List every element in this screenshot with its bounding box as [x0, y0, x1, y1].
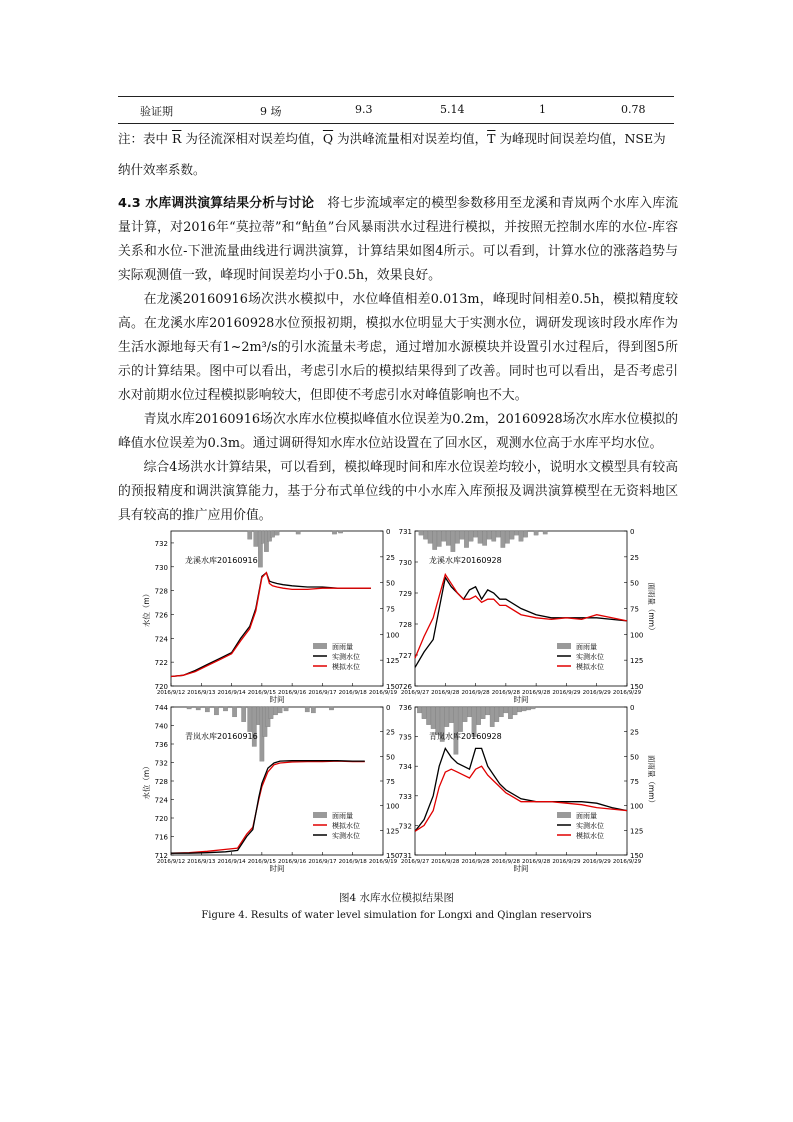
x-tick-label: 2016/9/28 [491, 859, 520, 865]
y-tick-label: 720 [154, 815, 168, 823]
rain-bar [476, 707, 480, 725]
y2-tick-label: 75 [386, 778, 395, 786]
legend-label: 面雨量 [576, 812, 597, 820]
rain-bar [469, 531, 473, 541]
rain-bar [534, 531, 538, 535]
rain-bar [431, 707, 435, 729]
y-tick-label: 736 [398, 704, 412, 712]
rain-bar [496, 531, 500, 537]
table-cell: 5.14 [440, 103, 465, 116]
y2-tick-label: 50 [630, 579, 639, 588]
rain-bar [329, 707, 333, 710]
rain-bar [523, 531, 527, 537]
y2-tick-label: 50 [386, 579, 395, 588]
y-tick-label: 728 [398, 621, 412, 629]
rain-bar [501, 531, 505, 548]
y2-tick-label: 0 [630, 704, 635, 712]
x-tick-label: 2016/9/15 [247, 859, 276, 865]
y2-tick-label: 25 [630, 728, 639, 737]
rain-bar [451, 531, 455, 552]
y-tick-label: 733 [398, 792, 412, 801]
legend-label: 模拟水位 [576, 832, 604, 840]
rain-bar [499, 707, 503, 717]
rain-bar [426, 707, 430, 725]
y-axis-label: 水位（m） [142, 762, 151, 800]
paragraph-3: 青岚水库20160916场次水库水位模拟峰值水位误差为0.2m，20160928场次水库水位模拟的峰值水位误差为0.3m。通过调研得知水库水位站设置在了回水区，观测水位高于水库平均水位。 [118, 412, 678, 451]
table-cell: 9.3 [355, 103, 373, 116]
y2-tick-label: 25 [386, 728, 395, 737]
chart-title: 青岚水库20160928 [429, 732, 502, 741]
y-tick-label: 720 [154, 683, 168, 691]
rain-bar [284, 707, 288, 711]
legend-label: 面雨量 [332, 643, 353, 651]
y2-axis-label: 面雨量（mm） [647, 582, 656, 635]
y-tick-label: 740 [154, 722, 168, 731]
rain-bar [270, 531, 274, 537]
y2-tick-label: 100 [630, 631, 644, 640]
section-heading: 4.3 水库调洪演算结果分析与讨论 [118, 196, 315, 211]
rain-bar [432, 531, 436, 550]
x-tick-label: 2016/9/28 [461, 859, 490, 865]
y2-tick-label: 150 [386, 852, 400, 860]
y-tick-label: 727 [398, 652, 412, 660]
rain-bar [205, 707, 209, 712]
y2-tick-label: 150 [630, 683, 644, 691]
y-tick-label: 732 [154, 539, 168, 548]
rain-bar [241, 707, 245, 722]
rain-bar [490, 707, 494, 727]
chart-title: 龙溪水库20160928 [429, 556, 502, 565]
x-tick-label: 2016/9/18 [338, 690, 367, 696]
x-tick-label: 2016/9/29 [552, 690, 581, 696]
y-tick-label: 726 [398, 683, 412, 691]
rain-bar [275, 531, 279, 535]
rain-bar [248, 531, 252, 539]
y-tick-label: 731 [398, 528, 412, 536]
legend-label: 面雨量 [576, 643, 597, 651]
y-tick-label: 732 [154, 759, 168, 768]
rain-bar [517, 707, 521, 712]
x-tick-label: 2016/9/15 [247, 690, 276, 696]
legend-label: 实测水位 [576, 822, 604, 830]
y2-tick-label: 50 [630, 753, 639, 762]
legend-label: 实测水位 [332, 653, 360, 661]
x-axis-label: 时间 [269, 695, 285, 704]
rain-bar [473, 531, 477, 537]
x-tick-label: 2016/9/16 [278, 690, 307, 696]
legend-label: 模拟水位 [576, 663, 604, 671]
rain-bar [514, 531, 518, 535]
rain-bar [464, 531, 468, 548]
chart-title: 青岚水库20160916 [185, 732, 258, 741]
y-tick-label: 712 [154, 852, 168, 860]
x-tick-label: 2016/9/29 [582, 690, 611, 696]
rain-bar [449, 707, 453, 723]
x-tick-label: 2016/9/28 [491, 690, 520, 696]
x-axis-label: 时间 [269, 864, 285, 873]
table-note-line2: 纳什效率系数。 [118, 162, 206, 177]
legend-swatch [557, 643, 571, 649]
figure-caption-en: Figure 4. Results of water level simulation for Longxi and Qinglan reservoirs [201, 910, 592, 921]
paragraph-1: 将七步流域率定的模型参数移用至龙溪和青岚两个水库入库流量计算，对2016年“莫拉蒂”和“鲇鱼”台风暴雨洪水过程进行模拟，并按照无控制水库的水位-库容关系和水位-下泄流量曲线进行调洪演算，计算结果如图4所示。可以看到，计算水位的涨落趋势与实际观测值一致，峰现时间误差均小于0.5h，效果良好。 [118, 196, 679, 283]
rain-bar [458, 707, 462, 732]
rain-bar [422, 707, 426, 719]
x-tick-label: 2016/9/14 [217, 690, 246, 696]
rain-bar [296, 531, 300, 534]
x-tick-label: 2016/9/18 [338, 859, 367, 865]
y2-tick-label: 150 [386, 683, 400, 691]
y-tick-label: 729 [398, 590, 412, 598]
rain-bar [187, 707, 191, 709]
y-axis-label: 水位（m） [142, 589, 151, 628]
x-tick-label: 2016/9/27 [400, 859, 430, 865]
rain-bar [526, 707, 530, 710]
table-note: 注：表中 $\overline{R}$ 为径流深相对误差均值，$\overline{Q}$ 为洪峰流量相对误差均值，$\overline{T}$ 为峰现时间误差均值，NSE为 [118, 131, 666, 146]
rain-bar [481, 707, 485, 719]
x-tick-label: 2016/9/28 [522, 690, 551, 696]
rain-bar [423, 531, 427, 539]
rain-bar [223, 707, 227, 711]
rain-bar [332, 531, 336, 534]
figure-caption-cn: 图4 水库水位模拟结果图 [338, 892, 455, 904]
x-tick-label: 2016/9/28 [522, 859, 551, 865]
y-tick-label: 724 [154, 796, 168, 805]
rain-bar [513, 707, 517, 715]
x-tick-label: 2016/9/28 [461, 690, 490, 696]
y2-tick-label: 100 [386, 631, 400, 640]
x-tick-label: 2016/9/14 [217, 859, 246, 865]
table-cell: 9 场 [260, 105, 282, 118]
y-tick-label: 734 [398, 763, 412, 772]
chart-panel-1 [141, 528, 399, 704]
table-cell: 1 [539, 103, 546, 116]
rain-bar [454, 707, 458, 754]
rain-bar [338, 531, 342, 533]
rain-bar [543, 531, 547, 534]
y2-tick-label: 125 [630, 657, 644, 666]
x-tick-label: 2016/9/29 [582, 859, 611, 865]
rain-bar [442, 531, 446, 541]
x-tick-label: 2016/9/12 [156, 859, 186, 865]
y-tick-label: 726 [154, 611, 168, 620]
table-cell-label: 验证期 [140, 105, 173, 118]
rain-bar [446, 531, 450, 545]
x-tick-label: 2016/9/13 [187, 690, 216, 696]
table-cell: 0.78 [621, 103, 646, 116]
y2-tick-label: 75 [386, 605, 395, 614]
x-tick-label: 2016/9/27 [400, 690, 430, 696]
rain-bar [419, 531, 423, 535]
rain-bar [445, 707, 449, 727]
y2-tick-label: 75 [630, 605, 639, 614]
y-tick-label: 731 [398, 852, 412, 860]
chart-panel-4 [399, 704, 657, 873]
y2-tick-label: 0 [386, 704, 391, 712]
y2-tick-label: 125 [386, 827, 400, 836]
y-tick-label: 736 [154, 741, 168, 749]
rain-bar [510, 531, 514, 539]
x-tick-label: 2016/9/12 [156, 690, 186, 696]
x-tick-label: 2016/9/29 [612, 690, 642, 696]
rain-bar [519, 531, 523, 541]
rain-bar [455, 531, 459, 543]
rain-bar [232, 707, 236, 717]
x-tick-label: 2016/9/19 [368, 859, 398, 865]
figure-4-svg [133, 525, 663, 885]
table-row-validation [118, 96, 674, 124]
x-tick-label: 2016/9/29 [612, 859, 642, 865]
rain-bar [428, 531, 432, 543]
chart-title: 龙溪水库20160916 [185, 556, 258, 565]
y-tick-label: 728 [154, 778, 168, 786]
y2-axis-label: 面雨量（mm） [647, 754, 656, 808]
x-axis-label: 时间 [513, 695, 529, 704]
y2-tick-label: 25 [386, 553, 395, 562]
rain-bar [487, 531, 491, 539]
legend-swatch [557, 812, 571, 818]
rain-bar [522, 707, 526, 711]
y2-tick-label: 75 [630, 778, 639, 786]
rain-bar [460, 531, 464, 539]
paragraph-2: 在龙溪20160916场次洪水模拟中，水位峰值相差0.013m，峰现时间相差0.5h，模拟精度较高。在龙溪水库20160928水位预报初期，模拟水位明显大于实测水位，调研发现该时段水库作为生活水源地每天有1~2m³/s的引水流量未考虑，通过增加水源模块并设置引水过程后，得到图5所示的计算结果。图中可以看出，考虑引水后的模拟结果得到了改善。同时也可以看出，是否考虑引水对前期水位过程模拟影响较大，但即使不考虑引水对峰值影响也不大。 [118, 292, 678, 403]
rain-bar [254, 531, 258, 547]
legend-label: 实测水位 [576, 653, 604, 661]
legend-label: 模拟水位 [332, 822, 360, 830]
paragraph-4: 综合4场洪水计算结果，可以看到，模拟峰现时间和库水位误差均较小，说明水文模型具有较高的预报精度和调洪演算能力，基于分布式单位线的中小水库入库预报及调洪演算模型在无资料地区具有较高的推广应用价值。 [118, 460, 678, 523]
rain-bar [278, 707, 282, 713]
rain-bar [531, 707, 535, 709]
x-tick-label: 2016/9/17 [308, 690, 337, 696]
x-tick-label: 2016/9/17 [308, 859, 337, 865]
y2-tick-label: 50 [386, 753, 395, 762]
y2-tick-label: 100 [386, 802, 400, 811]
legend-label: 实测水位 [332, 832, 360, 840]
rain-bar [463, 707, 467, 722]
chart-panel-2 [399, 528, 657, 704]
x-tick-label: 2016/9/29 [552, 859, 581, 865]
rain-bar [437, 531, 441, 547]
rain-bar [508, 707, 512, 719]
y2-tick-label: 125 [630, 827, 644, 836]
rain-bar [485, 707, 489, 715]
rain-bar [436, 707, 440, 735]
y-tick-label: 722 [154, 659, 168, 668]
legend-swatch [313, 643, 327, 649]
rain-bar [478, 531, 482, 543]
y-tick-label: 730 [154, 563, 168, 572]
figure-4 [133, 525, 663, 885]
rain-bar [492, 531, 496, 541]
rain-bar [504, 707, 508, 713]
rain-bar [482, 531, 486, 545]
chart-panel-3 [141, 704, 399, 873]
x-tick-label: 2016/9/13 [187, 859, 216, 865]
rain-bar [269, 707, 273, 719]
rain-bar [505, 531, 509, 543]
x-tick-label: 2016/9/16 [278, 859, 307, 865]
rain-bar [467, 707, 471, 717]
legend-swatch [313, 812, 327, 818]
x-tick-label: 2016/9/28 [431, 859, 460, 865]
y2-tick-label: 0 [386, 528, 391, 536]
y-tick-label: 724 [154, 635, 168, 644]
y2-tick-label: 100 [630, 802, 644, 811]
rain-bar [305, 707, 309, 712]
y2-tick-label: 125 [386, 657, 400, 666]
y-tick-label: 744 [154, 704, 168, 712]
y2-tick-label: 0 [630, 528, 635, 536]
rain-bar [311, 707, 315, 713]
x-axis-label: 时间 [513, 864, 529, 873]
x-tick-label: 2016/9/19 [368, 690, 398, 696]
y2-tick-label: 150 [630, 852, 644, 860]
rain-bar [196, 707, 200, 710]
y2-tick-label: 25 [630, 553, 639, 562]
section-4-3 [118, 192, 678, 528]
y-tick-label: 732 [398, 822, 412, 831]
x-tick-label: 2016/9/28 [431, 690, 460, 696]
rain-bar [214, 707, 218, 715]
y-tick-label: 730 [398, 559, 412, 567]
legend-label: 模拟水位 [332, 663, 360, 671]
rain-bar [417, 707, 421, 713]
rain-bar [273, 707, 277, 715]
y-tick-label: 728 [154, 587, 168, 596]
legend-label: 面雨量 [332, 812, 353, 820]
rain-bar [495, 707, 499, 722]
y-tick-label: 716 [154, 833, 168, 842]
rain-bar [248, 707, 252, 732]
y-tick-label: 735 [398, 733, 412, 742]
